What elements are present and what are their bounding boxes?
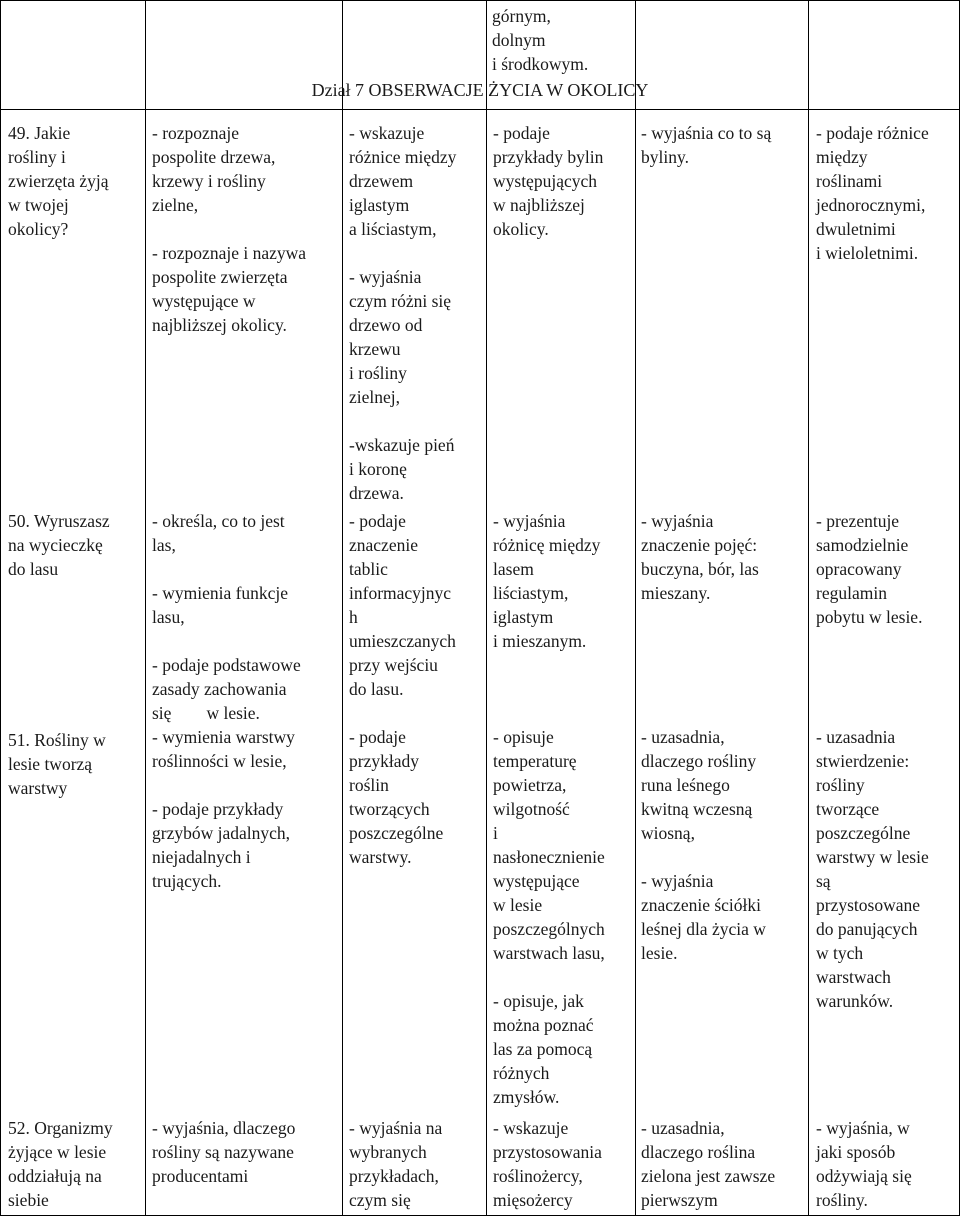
text-line: - podaje przykłady (152, 799, 284, 819)
text-line: różnice między (349, 147, 457, 167)
text-line: leśnej dla życia w (641, 919, 766, 939)
text-line: różnych (493, 1063, 550, 1083)
text-gap (493, 677, 633, 701)
text-line: do lasu. (349, 679, 404, 699)
column-divider-2 (342, 0, 343, 1216)
text-line: opracowany (816, 559, 902, 579)
text-line: między (816, 147, 868, 167)
text-line: - wyjaśnia (641, 871, 714, 891)
row50-requirements-basic (152, 509, 340, 893)
text-line: poszczególne (816, 823, 911, 843)
row51-topic (8, 728, 142, 800)
text-line: zielnej, (349, 387, 401, 407)
column-divider-5 (808, 0, 809, 1216)
table-border-left (0, 0, 1, 1216)
text-line: informacyjnyc (349, 583, 452, 603)
text-line: zielona jest zawsze (641, 1166, 776, 1186)
row49-topic (8, 121, 142, 241)
text-line: znaczenie pojęć: (641, 535, 758, 555)
text-line: -wskazuje pień (349, 435, 455, 455)
text-gap (641, 677, 807, 701)
text-line: dlaczego rośliny (641, 751, 757, 771)
text-line: h (349, 607, 358, 627)
text-line: występujących (493, 171, 597, 191)
text-line: rośliny. (816, 1190, 868, 1210)
text-line: okolicy? (8, 219, 69, 239)
text-line: i rośliny (349, 363, 407, 383)
text-line: - podaje (493, 123, 550, 143)
text-line: samodzielnie (816, 535, 909, 555)
text-gap (493, 701, 633, 725)
text-line: - określa, co to jest (152, 511, 285, 531)
text-line: - uzasadnia, (641, 1118, 725, 1138)
text-line: niejadalnych i (152, 847, 251, 867)
row49-requirements-advanced (816, 121, 958, 265)
text-line: kwitną wczesną (641, 799, 753, 819)
text-gap (641, 629, 807, 653)
row50-requirements-extended (349, 509, 485, 869)
text-line: - wyjaśnia (641, 511, 714, 531)
text-line: przykładach, (349, 1166, 439, 1186)
text-line: - rozpoznaje (152, 123, 239, 143)
text-line: roślinności w lesie, (152, 751, 287, 771)
text-line: znaczenie (349, 535, 418, 555)
text-line: się w lesie. (152, 703, 260, 723)
text-line: warstwach lasu, (493, 943, 605, 963)
text-line: - podaje podstawowe (152, 655, 301, 675)
text-line: jaki sposób (816, 1142, 896, 1162)
text-line: - wyjaśnia (349, 267, 422, 287)
text-line: warstwach (816, 967, 891, 987)
text-line: drzewem (349, 171, 414, 191)
text-line: można poznać (493, 1015, 594, 1035)
text-line: przystosowane (816, 895, 921, 915)
text-line: przy wejściu (349, 655, 438, 675)
text-line: trujących. (152, 871, 222, 891)
text-line: zielne, (152, 195, 199, 215)
text-gap (152, 217, 340, 241)
text-line: wilgotność (493, 799, 570, 819)
row49-requirements-extended (349, 121, 485, 505)
text-line: roślinożercy, (493, 1166, 583, 1186)
text-line: i koronę (349, 459, 407, 479)
text-line: drzewo od (349, 315, 423, 335)
column-divider-1 (145, 0, 146, 1216)
text-line: byliny. (641, 147, 689, 167)
row52-topic (8, 1116, 142, 1212)
text-line: - wyjaśnia co to są (641, 123, 772, 143)
text-gap (349, 409, 485, 433)
text-line: mieszany. (641, 583, 711, 603)
text-line: warstwy w lesie (816, 847, 929, 867)
text-line: - wyjaśnia na (349, 1118, 443, 1138)
text-line: w lesie (493, 895, 543, 915)
text-line: pierwszym (641, 1190, 718, 1210)
text-line: - wskazuje (349, 123, 425, 143)
text-line: - wskazuje (493, 1118, 569, 1138)
text-line: powietrza, (493, 775, 567, 795)
text-line: - uzasadnia, (641, 727, 725, 747)
row50-requirements-complete (641, 509, 807, 965)
text-line: - wyjaśnia, dlaczego (152, 1118, 296, 1138)
text-line: 50. Wyruszasz (8, 511, 110, 531)
text-line: 49. Jakie (8, 123, 71, 143)
text-line: warstwy (8, 778, 68, 798)
text-line: grzybów jadalnych, (152, 823, 291, 843)
text-line: dlaczego roślina (641, 1142, 756, 1162)
text-line: lasem (493, 559, 534, 579)
text-line: tworzących (349, 799, 430, 819)
text-gap (349, 241, 485, 265)
text-line: stwierdzenie: (816, 751, 910, 771)
text-line: i (493, 823, 498, 843)
text-line: są (816, 871, 831, 891)
text-line: poszczególnych (493, 919, 605, 939)
text-line: drzewa. (349, 483, 404, 503)
text-line: pobytu w lesie. (816, 607, 923, 627)
text-gap (493, 653, 633, 677)
text-line: przykłady (349, 751, 419, 771)
text-line: zwierzęta żyją (8, 171, 109, 191)
text-line: na wycieczkę (8, 535, 103, 555)
text-line: liściastym, (493, 583, 569, 603)
text-gap (641, 653, 807, 677)
text-line: dwuletnimi (816, 219, 896, 239)
table-border-top (0, 0, 960, 1)
text-line: w najbliższej (493, 195, 585, 215)
text-line: przystosowania (493, 1142, 602, 1162)
text-line: występujące (493, 871, 580, 891)
text-line: jednorocznymi, (816, 195, 926, 215)
text-line: - wyjaśnia (493, 511, 566, 531)
row52-requirements-extended (349, 1116, 485, 1212)
text-gap (641, 845, 807, 869)
text-gap (641, 605, 807, 629)
text-line: rośliny (816, 775, 865, 795)
text-line: tablic (349, 559, 388, 579)
top-fragment-cell (492, 4, 632, 76)
text-line: - opisuje, jak (493, 991, 584, 1011)
text-gap (816, 677, 958, 701)
text-line: i mieszanym. (493, 631, 587, 651)
text-gap (816, 629, 958, 653)
text-line: występujące w (152, 291, 256, 311)
text-line: zasady zachowania (152, 679, 287, 699)
text-gap (493, 965, 633, 989)
text-line: żyjące w lesie (8, 1142, 107, 1162)
text-line: - wymienia warstwy (152, 727, 295, 747)
text-line: krzewu (349, 339, 401, 359)
text-line: dolnym (492, 30, 546, 50)
text-line: rośliny i (8, 147, 66, 167)
row50-requirements-advanced (816, 509, 958, 1013)
text-line: warstwy. (349, 847, 412, 867)
text-line: iglastym (349, 195, 410, 215)
text-line: górnym, (492, 6, 551, 26)
row49-requirements-extended-2 (493, 121, 633, 241)
text-line: oddziałują na (8, 1166, 102, 1186)
text-line: krzewy i rośliny (152, 171, 266, 191)
text-line: wiosną, (641, 823, 695, 843)
text-line: producentami (152, 1166, 249, 1186)
row52-requirements-extended-2 (493, 1116, 633, 1212)
text-line: pospolite drzewa, (152, 147, 276, 167)
text-line: - wymienia funkcje (152, 583, 289, 603)
text-line: umieszczanych (349, 631, 456, 651)
text-line: do panujących (816, 919, 918, 939)
text-line: - podaje (349, 511, 406, 531)
text-gap (152, 557, 340, 581)
text-line: tworzące (816, 799, 880, 819)
text-line: - opisuje (493, 727, 554, 747)
text-line: i środkowym. (492, 54, 589, 74)
text-line: regulamin (816, 583, 887, 603)
section-title: Dział 7 OBSERWACJE ŻYCIA W OKOLICY (311, 80, 649, 100)
text-line: 51. Rośliny w (8, 730, 106, 750)
text-line: lesie. (641, 943, 678, 963)
column-divider-4 (635, 0, 636, 1216)
row52-requirements-complete (641, 1116, 807, 1212)
text-line: las, (152, 535, 176, 555)
row52-requirements-advanced (816, 1116, 958, 1212)
text-line: las za pomocą (493, 1039, 593, 1059)
text-line: lasu, (152, 607, 185, 627)
text-line: i wieloletnimi. (816, 243, 919, 263)
text-line: - podaje różnice (816, 123, 929, 143)
row49-requirements-basic (152, 121, 340, 337)
text-line: znaczenie ściółki (641, 895, 762, 915)
text-line: roślin (349, 775, 389, 795)
text-line: wybranych (349, 1142, 427, 1162)
text-line: - podaje (349, 727, 406, 747)
text-line: najbliższej okolicy. (152, 315, 287, 335)
text-line: w tych (816, 943, 864, 963)
table-border-header-bottom (0, 109, 960, 110)
text-line: różnicę między (493, 535, 601, 555)
text-line: siebie (8, 1190, 49, 1210)
text-line: mięsożercy (493, 1190, 573, 1210)
text-line: warunków. (816, 991, 894, 1011)
text-line: - wyjaśnia, w (816, 1118, 910, 1138)
text-line: w twojej (8, 195, 69, 215)
text-line: przykłady bylin (493, 147, 604, 167)
text-gap (816, 653, 958, 677)
text-line: a liściastym, (349, 219, 437, 239)
row49-requirements-complete (641, 121, 807, 169)
text-line: lesie tworzą (8, 754, 93, 774)
text-gap (816, 701, 958, 725)
text-gap (152, 773, 340, 797)
text-line: temperaturę (493, 751, 577, 771)
text-line: czym różni się (349, 291, 452, 311)
text-gap (152, 629, 340, 653)
text-line: okolicy. (493, 219, 549, 239)
row50-requirements-extended-2 (493, 509, 633, 1109)
row52-requirements-basic (152, 1116, 340, 1188)
text-line: buczyna, bór, las (641, 559, 759, 579)
text-line: 52. Organizmy (8, 1118, 113, 1138)
text-line: runa leśnego (641, 775, 730, 795)
text-line: poszczególne (349, 823, 444, 843)
text-gap (349, 701, 485, 725)
column-divider-3 (486, 0, 487, 1216)
text-line: rośliny są nazywane (152, 1142, 294, 1162)
text-line: iglastym (493, 607, 554, 627)
text-line: - uzasadnia (816, 727, 896, 747)
text-line: zmysłów. (493, 1087, 560, 1107)
text-line: nasłonecznienie (493, 847, 605, 867)
text-line: do lasu (8, 559, 59, 579)
text-line: czym się (349, 1190, 411, 1210)
text-line: - prezentuje (816, 511, 900, 531)
text-gap (641, 701, 807, 725)
row50-topic (8, 509, 142, 581)
text-line: roślinami (816, 171, 883, 191)
text-line: odżywiają się (816, 1166, 912, 1186)
text-line: - rozpoznaje i nazywa (152, 243, 307, 263)
text-line: pospolite zwierzęta (152, 267, 288, 287)
